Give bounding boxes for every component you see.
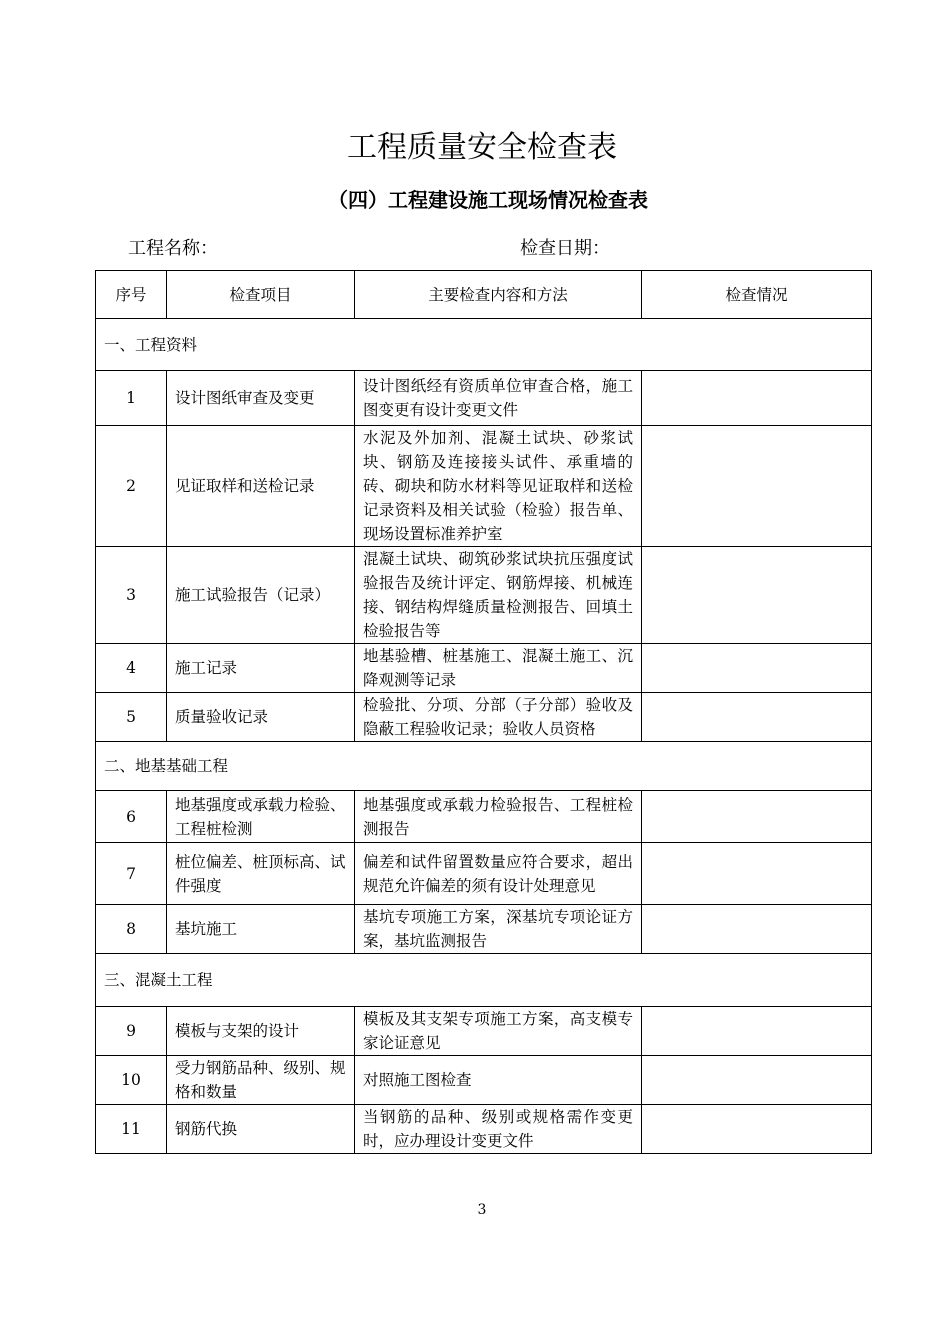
row-status[interactable] <box>642 693 872 742</box>
row-number: 1 <box>96 371 167 426</box>
row-item: 受力钢筋品种、级别、规格和数量 <box>167 1056 355 1105</box>
row-method: 对照施工图检查 <box>355 1056 642 1105</box>
row-number: 2 <box>96 426 167 547</box>
row-item: 质量验收记录 <box>167 693 355 742</box>
row-method: 当钢筋的品种、级别或规格需作变更时，应办理设计变更文件 <box>355 1105 642 1154</box>
row-status[interactable] <box>642 1105 872 1154</box>
section-title: 二、地基基础工程 <box>96 742 872 791</box>
header-item: 检查项目 <box>167 271 355 319</box>
section-row <box>96 742 872 791</box>
inspection-table <box>95 270 872 1154</box>
table-row <box>96 905 872 954</box>
row-method: 基坑专项施工方案，深基坑专项论证方案，基坑监测报告 <box>355 905 642 954</box>
row-item: 施工记录 <box>167 644 355 693</box>
document-subtitle: （四）工程建设施工现场情况检查表 <box>328 188 648 212</box>
row-item: 钢筋代换 <box>167 1105 355 1154</box>
row-number: 8 <box>96 905 167 954</box>
section-row <box>96 954 872 1007</box>
table-row <box>96 371 872 426</box>
row-status[interactable] <box>642 905 872 954</box>
table-row <box>96 791 872 843</box>
row-item: 见证取样和送检记录 <box>167 426 355 547</box>
table-row <box>96 1056 872 1105</box>
row-method: 设计图纸经有资质单位审查合格，施工图变更有设计变更文件 <box>355 371 642 426</box>
row-number: 11 <box>96 1105 167 1154</box>
row-item: 基坑施工 <box>167 905 355 954</box>
table-header-row <box>96 271 872 319</box>
page-number: 3 <box>477 1202 487 1218</box>
row-number: 4 <box>96 644 167 693</box>
row-number: 5 <box>96 693 167 742</box>
section-row <box>96 319 872 371</box>
row-method: 地基强度或承载力检验报告、工程桩检测报告 <box>355 791 642 843</box>
section-title: 一、工程资料 <box>96 319 872 371</box>
document-title: 工程质量安全检查表 <box>347 130 617 165</box>
row-number: 9 <box>96 1007 167 1056</box>
row-item: 地基强度或承载力检验、工程桩检测 <box>167 791 355 843</box>
header-number: 序号 <box>96 271 167 319</box>
row-number: 10 <box>96 1056 167 1105</box>
row-method: 模板及其支架专项施工方案，高支模专家论证意见 <box>355 1007 642 1056</box>
row-method: 检验批、分项、分部（子分部）验收及隐蔽工程验收记录；验收人员资格 <box>355 693 642 742</box>
table-row <box>96 1007 872 1056</box>
row-status[interactable] <box>642 843 872 905</box>
row-status[interactable] <box>642 426 872 547</box>
table-row <box>96 693 872 742</box>
table-row <box>96 1105 872 1154</box>
row-status[interactable] <box>642 1056 872 1105</box>
header-status: 检查情况 <box>642 271 872 319</box>
row-status[interactable] <box>642 791 872 843</box>
row-number: 6 <box>96 791 167 843</box>
project-name-label: 工程名称： <box>128 238 218 259</box>
row-method: 地基验槽、桩基施工、混凝土施工、沉降观测等记录 <box>355 644 642 693</box>
row-item: 桩位偏差、桩顶标高、试件强度 <box>167 843 355 905</box>
table-row <box>96 426 872 547</box>
row-item: 设计图纸审查及变更 <box>167 371 355 426</box>
row-item: 模板与支架的设计 <box>167 1007 355 1056</box>
row-status[interactable] <box>642 644 872 693</box>
table-row <box>96 644 872 693</box>
row-item: 施工试验报告（记录） <box>167 547 355 644</box>
row-status[interactable] <box>642 371 872 426</box>
row-number: 7 <box>96 843 167 905</box>
header-method: 主要检查内容和方法 <box>355 271 642 319</box>
section-title: 三、混凝土工程 <box>96 954 872 1007</box>
row-status[interactable] <box>642 1007 872 1056</box>
row-status[interactable] <box>642 547 872 644</box>
row-method: 水泥及外加剂、混凝土试块、砂浆试块、钢筋及连接接头试件、承重墙的砖、砌块和防水材料等见证取样和送检记录资料及相关试验（检验）报告单、现场设置标准养护室 <box>355 426 642 547</box>
table-row <box>96 547 872 644</box>
table-row <box>96 843 872 905</box>
row-method: 混凝土试块、砌筑砂浆试块抗压强度试验报告及统计评定、钢筋焊接、机械连接、钢结构焊缝质量检测报告、回填土检验报告等 <box>355 547 642 644</box>
inspection-date-label: 检查日期： <box>520 238 610 259</box>
row-number: 3 <box>96 547 167 644</box>
row-method: 偏差和试件留置数量应符合要求，超出规范允许偏差的须有设计处理意见 <box>355 843 642 905</box>
